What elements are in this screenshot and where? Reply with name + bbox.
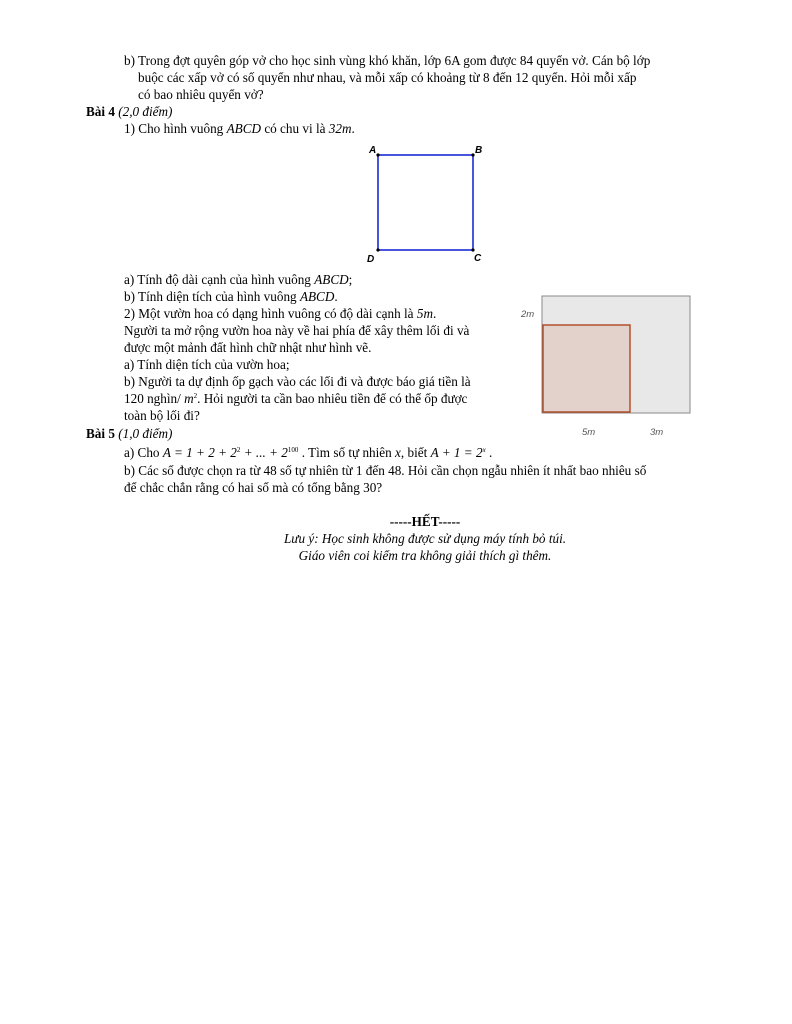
end-mark: -----HẾT-----	[389, 514, 461, 529]
bai5-qa-eq-exp: x	[482, 446, 486, 454]
bai4-q2b-rest: . Hỏi người ta cần bao nhiêu tiền để có thể ốp được	[197, 391, 468, 406]
bai5-qa	[124, 444, 492, 461]
bai5-qb-line1: b) Các số được chọn ra từ 48 số tự nhiên từ 1 đến 48. Hỏi cần chọn ngẫu nhiên ít nhất bao nhiêu số	[124, 463, 647, 478]
bai5-qa-end: .	[488, 445, 493, 460]
bai4-q1a-shape: ABCD	[314, 272, 349, 287]
bai4-q1-shape: ABCD	[226, 121, 262, 136]
bai4-q2-line1	[124, 305, 436, 322]
bai4-q1-end: .	[351, 121, 355, 136]
bai5-qa-expr: A = 1 + 2 + 2	[162, 445, 237, 460]
bai5-qa-mid2: , biết	[400, 445, 428, 460]
bai4-q2b-price: 120 nghìn/	[124, 391, 181, 406]
bai4-q1-prefix: 1) Cho hình vuông	[124, 121, 224, 136]
garden-figure	[540, 294, 692, 416]
bai4-q2-value: 5m	[416, 306, 433, 321]
dim-label-2m: 2m	[521, 309, 535, 320]
bai4-q1b-end: .	[334, 289, 338, 304]
bai5-qb-line2: để chắc chắn rằng có hai số mà có tổng bằng 30?	[124, 480, 383, 495]
bai4-q1-mid: có chu vi là	[264, 121, 326, 136]
bai5-points: (1,0 điểm)	[118, 426, 173, 441]
vertex-a-label: A	[369, 145, 377, 156]
footer-note-2: Giáo viên coi kiểm tra không giải thích gì thêm.	[298, 548, 552, 563]
vertex-d-label: D	[367, 254, 375, 265]
bai5-qa-var: x	[395, 445, 401, 460]
bai4-q2b-line1: b) Người ta dự định ốp gạch vào các lối đi và được báo giá tiền là	[124, 374, 471, 389]
bai4-q2b-line3: toàn bộ lối đi?	[124, 408, 200, 423]
bai4-q1b	[124, 288, 338, 305]
bai4-q2a: a) Tính diện tích của vườn hoa;	[124, 357, 290, 372]
bai4-q2-text: 2) Một vườn hoa có dạng hình vuông có độ dài cạnh là	[124, 306, 414, 321]
garden-square	[543, 325, 630, 412]
dim-label-5m: 5m	[582, 427, 596, 438]
bai4-q1b-text: b) Tính diện tích của hình vuông	[124, 289, 297, 304]
bai4-q2-line3: được một mảnh đất hình chữ nhật như hình vẽ.	[124, 340, 372, 355]
dim-label-3m: 3m	[650, 427, 664, 438]
bai4-title: Bài 4	[86, 104, 115, 119]
bai4-q2b-unit-exp: 2	[193, 392, 198, 400]
bai4-q1a	[124, 271, 352, 288]
square-abcd	[378, 155, 473, 250]
bai4-heading	[86, 103, 172, 120]
vertex-a-dot	[376, 153, 379, 156]
bai5-qa-expr-mid: + ... + 2	[240, 445, 288, 460]
bai5-qa-mid: . Tìm số tự nhiên	[301, 445, 392, 460]
bai3-b-line2: buộc các xấp vở có số quyển như nhau, và mỗi xấp có khoảng từ 8 đến 12 quyển. Hỏi mỗi xấp	[138, 70, 637, 85]
vertex-c-label: C	[474, 253, 482, 264]
bai5-title: Bài 5	[86, 426, 115, 441]
bai4-q1-value: 32m	[328, 121, 352, 136]
bai5-qa-prefix: a) Cho	[124, 445, 160, 460]
bai4-q2-line2: Người ta mở rộng vườn hoa này về hai phía để xây thêm lối đi và	[124, 323, 470, 338]
bai4-points: (2,0 điểm)	[118, 104, 173, 119]
bai4-q2-end: .	[432, 306, 437, 321]
bai4-q2b-unit: m	[184, 391, 194, 406]
bai4-q2b-line2	[124, 390, 467, 407]
bai5-heading	[86, 425, 172, 442]
bai4-q1a-end: ;	[348, 272, 353, 287]
bai3-b-line1: b) Trong đợt quyên góp vở cho học sinh vùng khó khăn, lớp 6A gom được 84 quyển vở. Cán bộ lớp	[124, 53, 651, 68]
bai5-qa-eq: A + 1 = 2	[430, 445, 483, 460]
bai4-q1	[124, 120, 355, 137]
bai4-q1a-text: a) Tính độ dài cạnh của hình vuông	[124, 272, 311, 287]
bai4-q1b-shape: ABCD	[299, 289, 335, 304]
vertex-b-label: B	[475, 145, 483, 156]
footer-note-1: Lưu ý: Học sinh không được sử dụng máy tính bỏ túi.	[283, 531, 567, 546]
bai5-qa-exp1: 2	[236, 446, 241, 454]
bai5-qa-exp2: 100	[287, 446, 299, 454]
vertex-d-dot	[376, 248, 379, 251]
bai3-b-line3: có bao nhiêu quyển vở?	[138, 87, 264, 102]
